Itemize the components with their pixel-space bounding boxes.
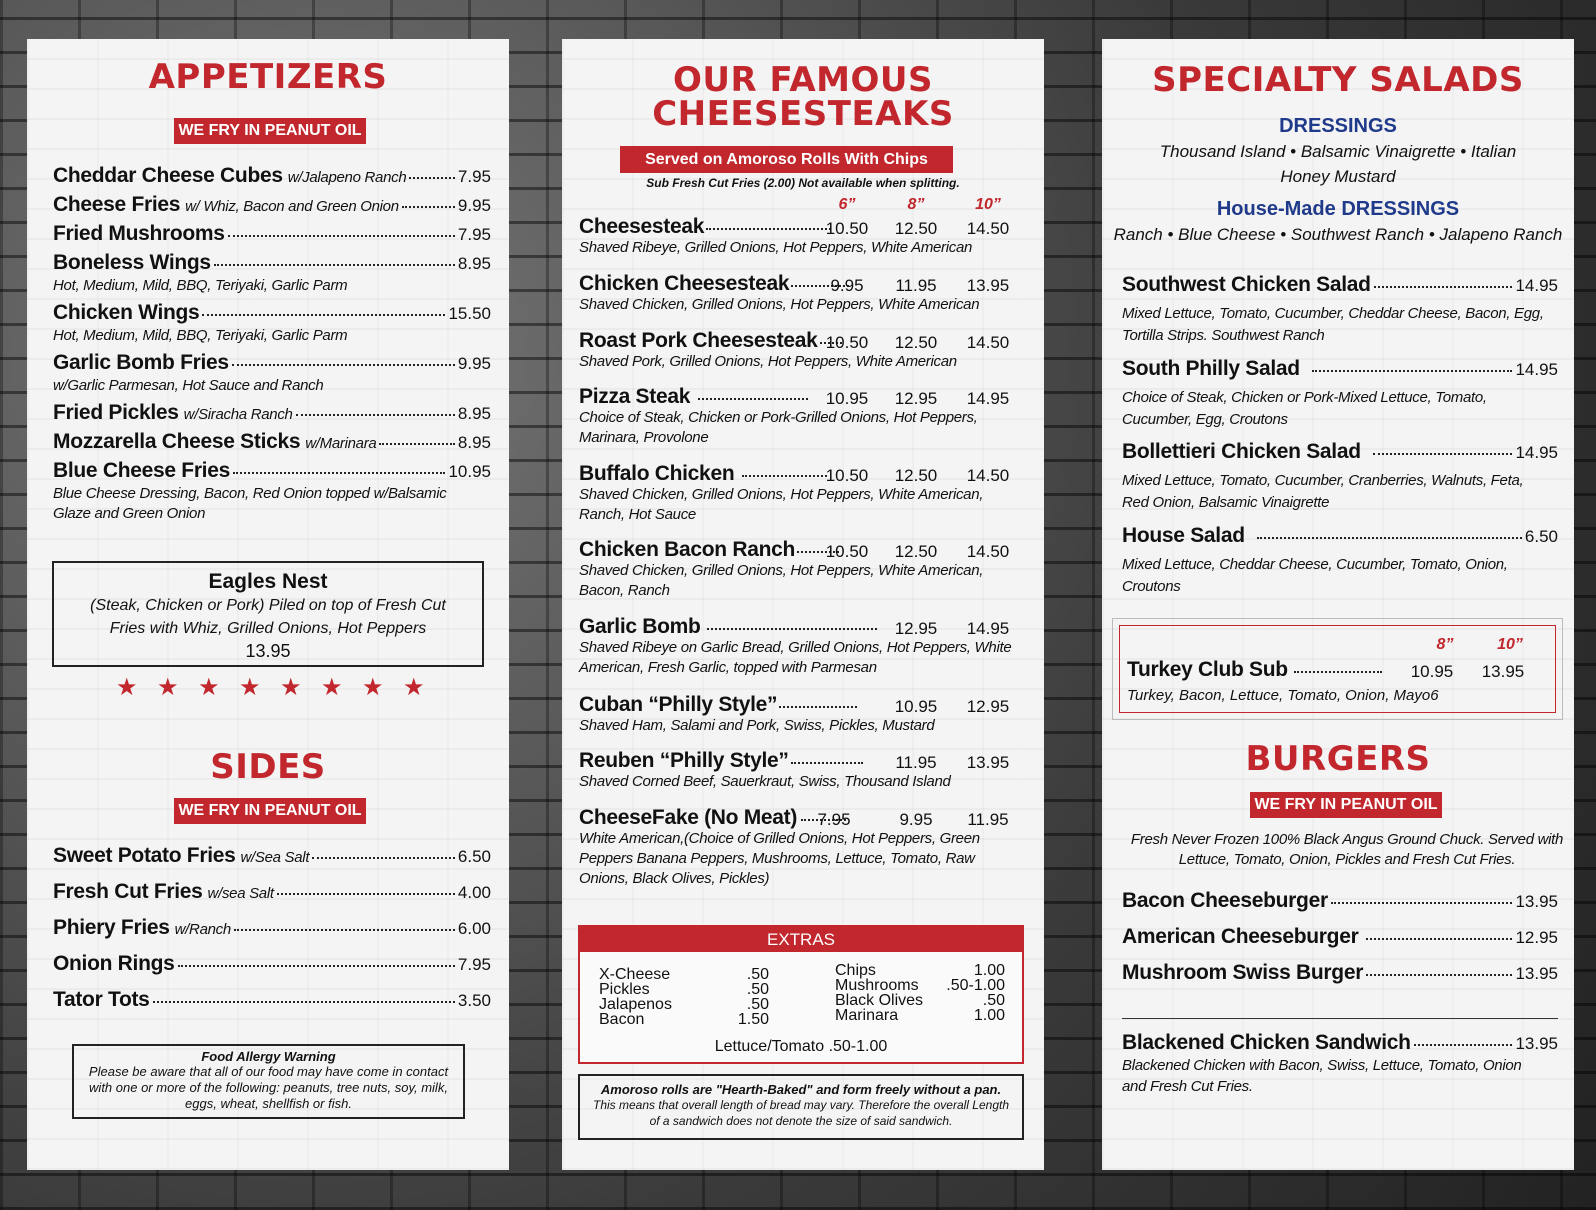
dot-leader (228, 235, 455, 237)
item-price: 15.50 (448, 304, 491, 323)
price-10-inch: 14.50 (966, 466, 1010, 485)
extras-left-list (599, 967, 769, 1027)
dot-leader (742, 475, 827, 477)
cheesesteaks-title-line2: CHEESESTEAKS (652, 94, 954, 134)
burger-item-mushroom-swiss (1122, 961, 1558, 985)
item-description: Choice of Steak, Chicken or Pork-Mixed Lettuce, Tomato, Cucumber, Egg, Croutons (1122, 389, 1487, 428)
extra-name: Chips (835, 962, 876, 979)
price-6-inch: 10.50 (825, 542, 869, 561)
amoroso-note-line1: Amoroso rolls are "Hearth-Baked" and form freely without a pan. (600, 1082, 1002, 1097)
dot-leader (707, 628, 877, 630)
item-description: Shaved Ribeye, Grilled Onions, Hot Peppers, White American (579, 239, 973, 256)
item-description: Hot, Medium, Mild, BBQ, Teriyaki, Garlic Parm (53, 327, 348, 344)
price-6-inch: 10.50 (825, 466, 869, 485)
size-6-header: 6” (838, 196, 856, 213)
extra-item (835, 1008, 1005, 1023)
size-8-header: 8” (907, 196, 925, 213)
dot-leader (1414, 1044, 1513, 1046)
item-name: Chicken Bacon Ranch (579, 538, 796, 561)
turkey-club-inner-border (1119, 625, 1556, 713)
item-description: Shaved Chicken, Grilled Onions, Hot Peppers, White American, Ranch, Hot Sauce (579, 486, 984, 523)
star-icon: ★ (362, 674, 384, 701)
extra-price: .50-1.00 (828, 1038, 888, 1055)
menu-item-blue-cheese-fries (53, 459, 491, 483)
item-price: 8.95 (457, 254, 491, 273)
item-price: 13.95 (1515, 892, 1558, 911)
dot-leader (706, 228, 831, 230)
allergy-title: Food Allergy Warning (201, 1049, 336, 1064)
extra-item (599, 997, 769, 1012)
extra-price: 1.00 (973, 1007, 1005, 1024)
amoroso-note-line2: This means that overall length of bread may vary. Therefore the overall Length of a sandwich does not denote the size of said sandwich. (593, 1098, 1009, 1128)
item-name: Garlic Bomb Fries (53, 351, 229, 374)
extra-name: Mushrooms (835, 977, 919, 994)
star-icon: ★ (321, 674, 343, 701)
appetizers-title: APPETIZERS (148, 57, 388, 97)
item-description: Shaved Corned Beef, Sauerkraut, Swiss, Thousand Island (579, 773, 951, 790)
item-name: Cheese Fries (53, 193, 181, 216)
price-8-inch: 12.50 (894, 466, 938, 485)
price-6-inch: 10.50 (825, 219, 869, 238)
item-price: 14.95 (1515, 443, 1558, 462)
appetizers-sides-panel (27, 39, 509, 1170)
price-6-inch: 7.95 (817, 810, 851, 829)
extra-price: .50-1.00 (946, 977, 1005, 994)
price-8-inch: 12.50 (894, 333, 938, 352)
house-made-dressings-line: Ranch • Blue Cheese • Southwest Ranch • Jalapeno Ranch (1113, 225, 1563, 244)
dot-leader (233, 472, 445, 474)
item-price: 14.95 (1515, 276, 1558, 295)
price-10-inch: 14.50 (966, 219, 1010, 238)
item-price: 6.50 (1524, 527, 1558, 546)
dot-leader (379, 443, 454, 445)
salad-item-southwest-chicken (1122, 273, 1558, 297)
salad-item-house (1122, 524, 1558, 548)
item-name: Fresh Cut Fries (53, 880, 203, 903)
price-10-inch: 11.95 (967, 810, 1009, 829)
side-item-sweet-potato-fries (53, 844, 491, 868)
price-6-inch: 9.95 (830, 276, 864, 295)
menu-item-boneless-wings (53, 251, 491, 275)
price-8-inch: 10.95 (894, 697, 938, 716)
food-allergy-warning-box (72, 1044, 465, 1119)
extra-name: Pickles (599, 981, 650, 998)
item-name: Phiery Fries (53, 916, 170, 939)
item-description: Mixed Lettuce, Cheddar Cheese, Cucumber, Tomato, Onion, Croutons (1122, 556, 1508, 595)
extra-name: Bacon (599, 1011, 645, 1028)
dressings-title: DRESSINGS (1279, 115, 1397, 137)
star-icon: ★ (198, 674, 220, 701)
item-name: Mozzarella Cheese Sticks (53, 430, 301, 453)
dot-leader (1312, 370, 1513, 372)
house-made-dressings-title: House-Made DRESSINGS (1216, 198, 1460, 220)
menu-item-fried-mushrooms (53, 222, 491, 246)
item-price: 7.95 (457, 955, 491, 974)
sides-peanut-oil-banner: WE FRY IN PEANUT OIL (174, 798, 366, 824)
menu-item-chicken-wings (53, 301, 491, 325)
burger-item-blackened-chicken-sandwich (1122, 1031, 1558, 1055)
extra-item (835, 978, 1005, 993)
side-item-phiery-fries (53, 916, 491, 940)
item-note: w/ Whiz, Bacon and Green Onion (185, 198, 399, 215)
dot-leader (296, 414, 455, 416)
item-name: Reuben “Philly Style” (579, 749, 789, 772)
item-name: Buffalo Chicken (579, 462, 735, 485)
item-name: South Philly Salad (1122, 357, 1300, 380)
item-price: 13.95 (1515, 1034, 1558, 1053)
item-price: 12.95 (1515, 928, 1558, 947)
salad-item-south-philly (1122, 357, 1558, 381)
item-price: 8.95 (457, 404, 491, 423)
price-10-inch: 13.95 (1481, 662, 1525, 681)
item-name: House Salad (1122, 524, 1245, 547)
dot-leader (1366, 974, 1512, 976)
item-description: Blackened Chicken with Bacon, Swiss, Lettuce, Tomato, Onion and Fresh Cut Fries. (1122, 1057, 1522, 1095)
dot-leader (1331, 902, 1513, 904)
item-description: Mixed Lettuce, Tomato, Cucumber, Cranberries, Walnuts, Feta, Red Onion, Balsamic Vinaigrette (1122, 472, 1524, 511)
item-name: Fried Mushrooms (53, 222, 225, 245)
item-note: w/Sea Salt (240, 849, 310, 866)
extra-price: .50 (746, 966, 769, 983)
eagles-nest-box (52, 561, 484, 667)
sides-title: SIDES (210, 747, 326, 787)
item-name: Chicken Cheesesteak (579, 272, 790, 295)
dot-leader (234, 929, 455, 931)
item-description: w/Garlic Parmesan, Hot Sauce and Ranch (53, 377, 324, 394)
price-10-inch: 13.95 (966, 753, 1010, 772)
dot-leader (791, 762, 863, 764)
item-name: Bollettieri Chicken Salad (1122, 440, 1361, 463)
size-8-header: 8” (1436, 636, 1454, 653)
eagles-nest-price: 13.95 (245, 641, 291, 661)
turkey-club-sub-box (1112, 618, 1563, 720)
extras-right-list (835, 963, 1005, 1023)
price-8-inch: 9.95 (899, 810, 933, 829)
cheesesteaks-title-line1: OUR FAMOUS (673, 60, 933, 100)
item-price: 4.00 (457, 883, 491, 902)
item-name: CheeseFake (No Meat) (579, 806, 798, 829)
dot-leader (214, 264, 455, 266)
item-description: Shaved Chicken, Grilled Onions, Hot Peppers, White American, Bacon, Ranch (579, 562, 984, 599)
allergy-text: Please be aware that all of our food may have come in contact with one or more of the following: peanuts, tree nuts, soy, milk, eggs, wheat, shellfish or fish. (88, 1064, 449, 1111)
price-8-inch: 12.50 (894, 219, 938, 238)
star-icon: ★ (157, 674, 179, 701)
dot-leader (402, 206, 455, 208)
extra-item (599, 982, 769, 997)
item-description: White American,(Choice of Grilled Onions, Hot Peppers, Green Peppers Banana Peppers, Mushrooms, Lettuce, Tomato, Raw Onions, Black Olives, Pickles) (579, 830, 980, 887)
burgers-peanut-oil-banner: WE FRY IN PEANUT OIL (1250, 792, 1442, 818)
burgers-title: BURGERS (1245, 739, 1431, 779)
price-8-inch: 11.95 (895, 276, 937, 295)
dot-leader (153, 1001, 455, 1003)
extra-price: .50 (746, 996, 769, 1013)
divider (1122, 1018, 1558, 1019)
item-name: Fried Pickles (53, 401, 179, 424)
menu-item-fried-pickles (53, 401, 491, 425)
dot-leader (1373, 453, 1513, 455)
item-name: Roast Pork Cheesesteak (579, 329, 818, 352)
salads-burgers-panel (1102, 39, 1574, 1170)
amoroso-rolls-note-box (578, 1074, 1024, 1140)
size-10-header: 10” (975, 196, 1001, 213)
sub-fries-note: Sub Fresh Cut Fries (2.00) Not available when splitting. (646, 176, 960, 190)
side-item-fresh-cut-fries (53, 880, 491, 904)
cheesesteaks-panel (562, 39, 1044, 1170)
price-8-inch: 11.95 (895, 753, 937, 772)
dot-leader (277, 893, 455, 895)
item-price: 7.95 (457, 225, 491, 244)
price-6-inch: 10.95 (825, 389, 869, 408)
extra-name: Black Olives (835, 992, 924, 1009)
item-name: Turkey Club Sub (1127, 658, 1288, 681)
item-name: Chicken Wings (53, 301, 200, 324)
eagles-nest-name: Eagles Nest (208, 570, 328, 593)
item-price: 9.95 (457, 196, 491, 215)
item-name: American Cheeseburger (1122, 925, 1359, 948)
item-description: Shaved Ribeye on Garlic Bread, Grilled Onions, Hot Peppers, White American, Fresh Garlic, topped with Parmesan (579, 639, 1012, 676)
extra-item (599, 967, 769, 982)
cheesesteaks-title (562, 60, 1044, 134)
item-description: Hot, Medium, Mild, BBQ, Teriyaki, Garlic Parm (53, 277, 348, 294)
extra-price: .50 (982, 992, 1005, 1009)
extras-box (578, 925, 1024, 1064)
item-price: 8.95 (457, 433, 491, 452)
dressings-line1: Thousand Island • Balsamic Vinaigrette • Italian (1159, 142, 1517, 161)
item-note: w/Siracha Ranch (183, 406, 293, 423)
price-10-inch: 13.95 (966, 276, 1010, 295)
burger-item-bacon-cheeseburger (1122, 889, 1558, 913)
item-note: w/Marinara (305, 435, 377, 452)
star-icon: ★ (403, 674, 425, 701)
item-price: 10.95 (448, 462, 491, 481)
dot-leader (409, 177, 455, 179)
turkey-club-row (1127, 658, 1382, 682)
item-note: w/Jalapeno Ranch (287, 169, 407, 186)
extra-item (599, 1012, 769, 1027)
dressings-line2: Honey Mustard (1280, 167, 1396, 186)
item-name: Pizza Steak (579, 385, 691, 408)
price-10-inch: 14.50 (966, 542, 1010, 561)
extra-item (835, 993, 1005, 1008)
burgers-intro: Fresh Never Frozen 100% Black Angus Ground Chuck. Served with Lettuce, Tomato, Onion, Pickles and Fresh Cut Fries. (1130, 831, 1564, 868)
item-name: Sweet Potato Fries (53, 844, 236, 867)
item-price: 13.95 (1515, 964, 1558, 983)
item-name: Cheesesteak (579, 215, 705, 238)
item-description: Shaved Ham, Salami and Pork, Swiss, Pickles, Mustard (579, 717, 935, 734)
menu-item-cheddar-cheese-cubes (53, 164, 491, 188)
extra-name: Jalapenos (599, 996, 672, 1013)
menu-item-mozzarella-cheese-sticks (53, 430, 491, 454)
dot-leader (232, 364, 455, 366)
appetizers-peanut-oil-banner: WE FRY IN PEANUT OIL (174, 118, 366, 144)
item-note: w/Ranch (174, 921, 231, 938)
extra-name: X-Cheese (599, 966, 671, 983)
salad-item-bollettieri-chicken (1122, 440, 1558, 464)
item-name: Garlic Bomb (579, 615, 701, 638)
extra-price: 1.00 (973, 962, 1005, 979)
item-name: Blue Cheese Fries (53, 459, 230, 482)
item-description: Mixed Lettuce, Tomato, Cucumber, Cheddar Cheese, Bacon, Egg, Tortilla Strips. Southwest Ranch (1122, 305, 1544, 344)
item-price: 9.95 (457, 354, 491, 373)
dot-leader (698, 398, 808, 400)
specialty-salads-title: SPECIALTY SALADS (1152, 60, 1524, 100)
item-description: Shaved Pork, Grilled Onions, Hot Peppers, White American (579, 353, 957, 370)
price-8-inch: 12.95 (894, 389, 938, 408)
dot-leader (1294, 671, 1382, 673)
item-price: 3.50 (457, 991, 491, 1010)
extra-price: 1.50 (737, 1011, 769, 1028)
dot-leader (1257, 537, 1522, 539)
dot-leader (312, 857, 455, 859)
item-description: Blue Cheese Dressing, Bacon, Red Onion topped w/Balsamic Glaze and Green Onion (53, 485, 447, 522)
size-10-header: 10” (1497, 636, 1523, 653)
item-price: 6.50 (457, 847, 491, 866)
extra-item (835, 963, 1005, 978)
item-name: Bacon Cheeseburger (1122, 889, 1328, 912)
price-10-inch: 14.50 (966, 333, 1010, 352)
star-icon: ★ (116, 674, 138, 701)
item-name: Cuban “Philly Style” (579, 693, 778, 716)
price-10-inch: 14.95 (966, 389, 1010, 408)
side-item-onion-rings (53, 952, 491, 976)
star-icon: ★ (280, 674, 302, 701)
dot-leader (202, 314, 445, 316)
dot-leader (1366, 938, 1512, 940)
item-description: Choice of Steak, Chicken or Pork-Grilled Onions, Hot Peppers, Marinara, Provolone (579, 409, 978, 446)
extras-title: EXTRAS (580, 927, 1022, 952)
item-name: Onion Rings (53, 952, 175, 975)
menu-item-cheese-fries (53, 193, 491, 217)
item-note: w/sea Salt (207, 885, 274, 902)
extra-name: Lettuce/Tomato (714, 1038, 825, 1055)
price-8-inch: 12.50 (894, 542, 938, 561)
item-description: Shaved Chicken, Grilled Onions, Hot Peppers, White American (579, 296, 980, 313)
item-name: Cheddar Cheese Cubes (53, 164, 283, 187)
item-name: Blackened Chicken Sandwich (1122, 1031, 1411, 1054)
item-description: Turkey, Bacon, Lettuce, Tomato, Onion, Mayo6 (1127, 687, 1439, 704)
dot-leader (779, 706, 857, 708)
extra-price: .50 (746, 981, 769, 998)
side-item-tator-tots (53, 988, 491, 1012)
dot-leader (178, 965, 455, 967)
star-icon: ★ (239, 674, 261, 701)
extra-name: Marinara (835, 1007, 899, 1024)
burger-item-american-cheeseburger (1122, 925, 1558, 949)
item-price: 6.00 (457, 919, 491, 938)
item-name: Tator Tots (53, 988, 150, 1011)
price-8-inch: 10.95 (1410, 662, 1454, 681)
price-10-inch: 12.95 (966, 697, 1010, 716)
item-name: Mushroom Swiss Burger (1122, 961, 1364, 984)
item-price: 7.95 (457, 167, 491, 186)
item-name: Boneless Wings (53, 251, 211, 274)
menu-item-garlic-bomb-fries (53, 351, 491, 375)
eagles-nest-description: (Steak, Chicken or Pork) Piled on top of Fresh Cut Fries with Whiz, Grilled Onions, Hot Peppers (90, 597, 446, 637)
dot-leader (1374, 286, 1513, 288)
extras-lettuce-tomato (580, 1038, 1022, 1056)
price-10-inch: 14.95 (966, 619, 1010, 638)
item-name: Southwest Chicken Salad (1122, 273, 1371, 296)
price-6-inch: 10.50 (825, 333, 869, 352)
item-price: 14.95 (1515, 360, 1558, 379)
price-8-inch: 12.95 (894, 619, 938, 638)
amoroso-rolls-banner: Served on Amoroso Rolls With Chips (620, 146, 953, 173)
